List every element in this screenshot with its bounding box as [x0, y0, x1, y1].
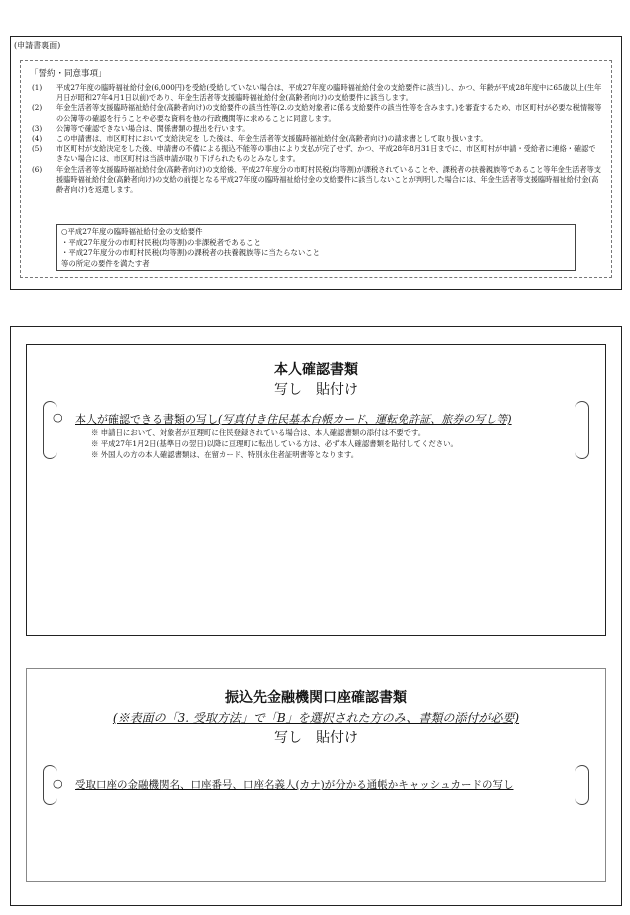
right-bracket [575, 401, 589, 459]
pledge-item [32, 134, 602, 144]
eligibility-requirements-box [56, 224, 576, 271]
pledge-item [32, 83, 602, 103]
page-header: (申請書裏面) [14, 41, 61, 50]
item-number: (6) [32, 164, 43, 174]
bullet-circle: ○ [53, 411, 63, 424]
right-bracket [575, 765, 589, 805]
id-docs-note: ※ 平成27年1月2日(基準日の翌日)以降に亘理町に転出している方は、必ず本人確認書類を貼付してください。 [91, 439, 458, 448]
item-text: 公簿等で確認できない場合は、関係書類の提出を行います。 [56, 123, 250, 133]
item-number: (5) [32, 144, 43, 154]
item-text: 年金生活者等支援臨時福祉給付金(高齢者向け)の支給後、平成27年度分の市町村民税(均等割)が課税されていることや、課税者の扶養親族等であること等年金生活者等支援臨時福祉給付金(高齢者向け)の支給の前提となる平成27年度の臨時福祉給付金の支給要件に該当しないことが判明した場合には、年金生活者等支援臨時福祉給付金(高齢者向け)を返還します。 [56, 164, 601, 195]
left-bracket [43, 401, 57, 459]
item-text: 市区町村が支給決定をした後、申請書の不備による振込不能等の事由により支払が完了せず、かつ、平成28年8月31日までに、市区町村が申請・受給者に連絡・確認できない場合には、市区町村は当該申請が取り下げられたものとみなします。 [56, 144, 596, 164]
id-documents-box[interactable] [26, 344, 606, 636]
item-number: (2) [32, 103, 43, 113]
bank-docs-subtitle: 写し 貼付け [274, 730, 358, 746]
pledge-list [32, 83, 602, 195]
requirement-line: 等の所定の要件を満たす者 [61, 258, 150, 268]
bank-docs-line: 受取口座の金融機関名、口座番号、口座名義人(カナ)が分かる通帳かキャッシュカードの写し [75, 779, 514, 791]
item-number: (3) [32, 123, 43, 133]
bank-docs-condition: (※表面の「3. 受取方法」で「B」を選択された方のみ、書類の添付が必要) [112, 711, 520, 725]
item-text: 平成27年度の臨時福祉給付金(6,000円)を受給(受給していない場合は、平成27年度の臨時福祉給付金の支給要件に該当)し、かつ、年齢が平成28年度中に65歳以上(生年月日が昭和27年4月1日以前)であり、年金生活者等支援臨時福祉給付金(高齢者向け)の支給要件に該当します。 [56, 83, 602, 103]
requirement-line: ○平成27年度の臨時福祉給付金の支給要件 [61, 227, 203, 236]
id-docs-line-main: 本人が確認できる書類の写し [75, 413, 218, 426]
id-docs-title: 本人確認書類 [274, 362, 358, 378]
pledge-title: 「誓約・同意事項」 [30, 69, 107, 79]
requirement-line: ・平成27年度分の市町村民税(均等割)の非課税者であること [61, 237, 261, 247]
item-number: (1) [32, 83, 43, 92]
id-docs-note: ※ 申請日において、対象者が亘理町に住民登録されている場合は、本人確認書類の添付は不要です。 [91, 428, 426, 437]
pledge-item [32, 165, 602, 196]
id-docs-note: ※ 外国人の方の本人確認書類は、在留カード、特別永住者証明書等となります。 [91, 450, 359, 459]
id-docs-line [75, 411, 512, 427]
item-text: この申請書は、市区町村において支給決定を した後は、年金生活者等支援臨時福祉給付金(高齢者向け)の請求書として取り扱います。 [56, 134, 488, 144]
pledge-item [32, 124, 602, 134]
bank-docs-title: 振込先金融機関口座確認書類 [225, 690, 407, 706]
pledge-item [32, 103, 602, 123]
item-text: 年金生活者等支援臨時福祉給付金(高齢者向け)の支給要件の該当性等(2.の支給対象者に係る支給要件の該当性等を含みます。)を審査するため、市区町村が必要な税情報等の公簿等の確認を行うことや必要な資料を他の行政機関等に求めることに同意します。 [56, 103, 602, 123]
id-docs-line-examples: (写真付き住民基本台帳カード、運転免許証、旅券の写し等) [218, 413, 512, 426]
pledge-item [32, 144, 602, 164]
bank-documents-box[interactable] [26, 668, 606, 882]
item-number: (4) [32, 134, 43, 144]
bullet-circle: ○ [53, 777, 63, 790]
requirement-line: ・平成27年度分の市町村民税(均等割)の課税者の扶養親族等に当たらないこと [61, 248, 321, 258]
id-docs-subtitle: 写し 貼付け [274, 382, 358, 398]
